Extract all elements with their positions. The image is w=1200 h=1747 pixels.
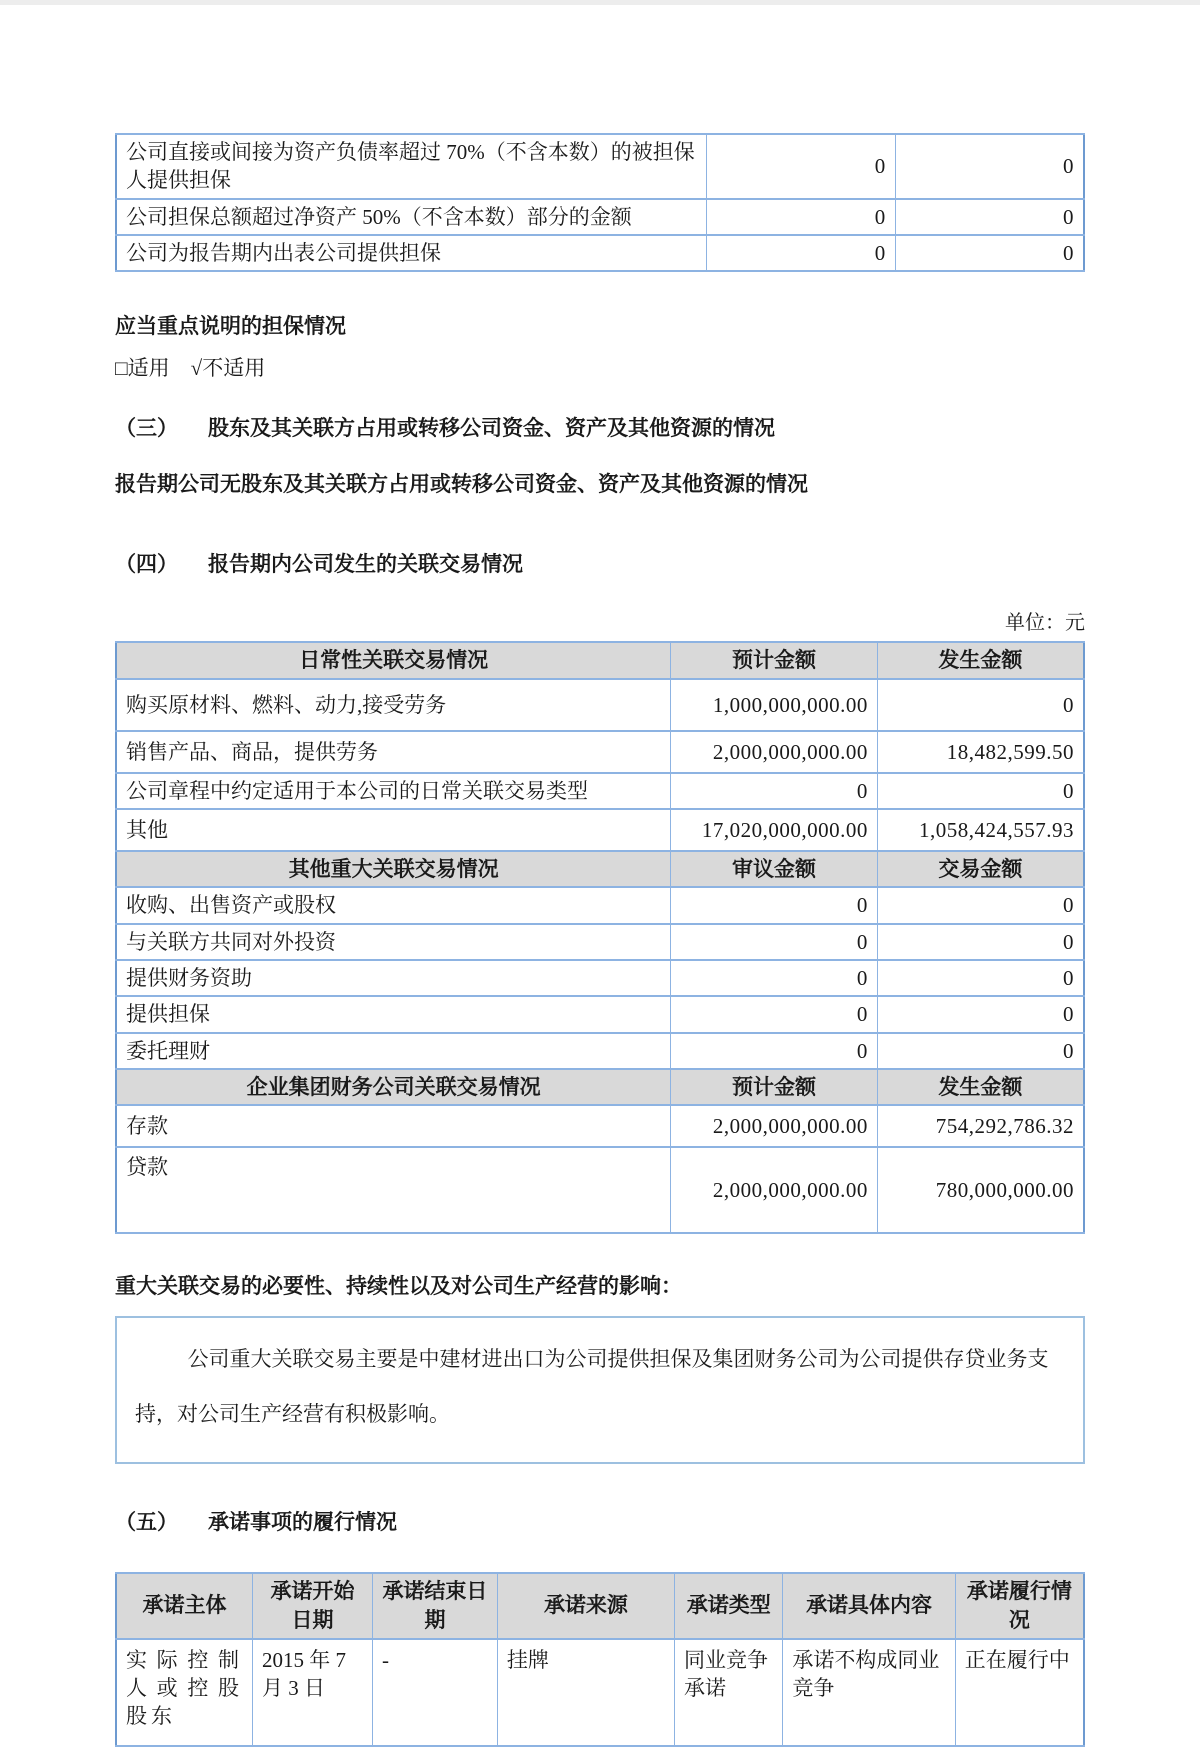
amount-cell: 1,058,424,557.93 <box>877 809 1084 851</box>
header-cell: 承诺结束日期 <box>373 1573 498 1639</box>
table-row <box>116 996 1084 1032</box>
guarantee-amount-cell: 0 <box>706 134 895 199</box>
amount-cell: 0 <box>877 960 1084 996</box>
section-number: （三） <box>115 416 178 441</box>
table-row <box>116 924 1084 960</box>
unit-label: 单位：元 <box>1005 612 1085 635</box>
guarantee-row-label: 公司担保总额超过净资产 50%（不含本数）部分的金额 <box>116 199 706 235</box>
amount-cell: 780,000,000.00 <box>877 1147 1084 1233</box>
amount-cell: 0 <box>671 960 878 996</box>
header-cell: 承诺类型 <box>675 1573 783 1639</box>
row-label: 存款 <box>116 1105 671 1147</box>
row-label: 销售产品、商品，提供劳务 <box>116 731 671 773</box>
impact-note-box <box>115 1316 1085 1463</box>
group-header-cell: 审议金额 <box>671 851 878 887</box>
amount-cell: 754,292,786.32 <box>877 1105 1084 1147</box>
group-header-cell: 发生金额 <box>877 1069 1084 1105</box>
amount-cell: 0 <box>877 679 1084 731</box>
group-header-cell: 预计金额 <box>671 1069 878 1105</box>
group-header-cell: 企业集团财务公司关联交易情况 <box>116 1069 671 1105</box>
highlight-guarantee-title: 应当重点说明的担保情况 <box>115 314 346 339</box>
header-cell: 承诺履行情况 <box>955 1573 1084 1639</box>
amount-cell: 0 <box>877 887 1084 923</box>
table-row <box>116 809 1084 851</box>
table-row <box>116 887 1084 923</box>
amount-cell: 2,000,000,000.00 <box>671 731 878 773</box>
row-label: 购买原材料、燃料、动力,接受劳务 <box>116 679 671 731</box>
table-group-header <box>116 642 1084 678</box>
row-label: 委托理财 <box>116 1033 671 1069</box>
amount-cell: 0 <box>671 924 878 960</box>
section-3-body: 报告期公司无股东及其关联方占用或转移公司资金、资产及其他资源的情况 <box>115 472 808 497</box>
amount-cell: 1,000,000,000.00 <box>671 679 878 731</box>
table-row <box>116 731 1084 773</box>
page-top-edge <box>0 0 1200 5</box>
section-number: （四） <box>115 552 178 577</box>
applicability-line: □适用 √不适用 <box>115 356 266 381</box>
section-title: 股东及其关联方占用或转移公司资金、资产及其他资源的情况 <box>208 416 775 441</box>
commitment-content-cell: 承诺不构成同业竞争 <box>783 1639 955 1746</box>
commitments-table-wrap <box>115 1572 1085 1747</box>
table-row <box>116 1105 1084 1147</box>
section-title: 报告期内公司发生的关联交易情况 <box>208 552 523 577</box>
commitment-source-cell: 挂牌 <box>497 1639 674 1746</box>
amount-cell: 0 <box>877 924 1084 960</box>
group-header-cell: 日常性关联交易情况 <box>116 642 671 678</box>
group-header-cell: 其他重大关联交易情况 <box>116 851 671 887</box>
table-row <box>116 1639 1084 1746</box>
table-row <box>116 134 1084 199</box>
table-row <box>116 960 1084 996</box>
row-label: 提供担保 <box>116 996 671 1032</box>
commitment-type-cell: 同业竞争承诺 <box>675 1639 783 1746</box>
amount-cell: 0 <box>671 887 878 923</box>
guarantee-amount-cell: 0 <box>895 134 1084 199</box>
table-group-header <box>116 1069 1084 1105</box>
commitment-subject-cell: 实际控制人或控股股东 <box>116 1639 252 1746</box>
amount-cell: 17,020,000,000.00 <box>671 809 878 851</box>
section-number: （五） <box>115 1509 178 1534</box>
row-label: 贷款 <box>116 1147 671 1233</box>
commitment-status-cell: 正在履行中 <box>955 1639 1084 1746</box>
group-header-cell: 交易金额 <box>877 851 1084 887</box>
table-row <box>116 679 1084 731</box>
table-row <box>116 773 1084 809</box>
guarantee-amount-cell: 0 <box>895 235 1084 271</box>
section-title: 承诺事项的履行情况 <box>208 1509 397 1534</box>
amount-cell: 0 <box>877 996 1084 1032</box>
guarantee-amount-cell: 0 <box>895 199 1084 235</box>
amount-cell: 2,000,000,000.00 <box>671 1147 878 1233</box>
row-label: 提供财务资助 <box>116 960 671 996</box>
amount-cell: 0 <box>671 1033 878 1069</box>
section-heading-4 <box>115 548 1085 578</box>
group-header-cell: 发生金额 <box>877 642 1084 678</box>
commitment-end-cell: - <box>373 1639 498 1746</box>
commitments-table <box>115 1572 1085 1747</box>
related-transactions-table <box>115 641 1085 1234</box>
table-group-header <box>116 851 1084 887</box>
header-cell: 承诺来源 <box>497 1573 674 1639</box>
impact-body: 公司重大关联交易主要是中建材进出口为公司提供担保及集团财务公司为公司提供存贷业务支持，对公司生产经营有积极影响。 <box>135 1347 1049 1427</box>
commitment-start-cell: 2015 年 7 月 3 日 <box>252 1639 372 1746</box>
row-label: 其他 <box>116 809 671 851</box>
table-row <box>116 199 1084 235</box>
table-row <box>116 1033 1084 1069</box>
section-heading-3 <box>115 412 1085 442</box>
group-header-cell: 预计金额 <box>671 642 878 678</box>
amount-cell: 18,482,599.50 <box>877 731 1084 773</box>
header-cell: 承诺具体内容 <box>783 1573 955 1639</box>
guarantee-amount-cell: 0 <box>706 235 895 271</box>
guarantee-row-label: 公司直接或间接为资产负债率超过 70%（不含本数）的被担保人提供担保 <box>116 134 706 199</box>
table-row <box>116 1147 1084 1233</box>
table-row <box>116 235 1084 271</box>
table-header-row <box>116 1573 1084 1639</box>
amount-cell: 0 <box>877 773 1084 809</box>
row-label: 公司章程中约定适用于本公司的日常关联交易类型 <box>116 773 671 809</box>
amount-cell: 2,000,000,000.00 <box>671 1105 878 1147</box>
guarantee-row-label: 公司为报告期内出表公司提供担保 <box>116 235 706 271</box>
guarantee-table <box>115 133 1085 272</box>
section-heading-5 <box>115 1506 1085 1536</box>
header-cell: 承诺主体 <box>116 1573 252 1639</box>
impact-title: 重大关联交易的必要性、持续性以及对公司生产经营的影响： <box>115 1274 682 1299</box>
row-label: 收购、出售资产或股权 <box>116 887 671 923</box>
amount-cell: 0 <box>671 773 878 809</box>
amount-cell: 0 <box>877 1033 1084 1069</box>
header-cell: 承诺开始日期 <box>252 1573 372 1639</box>
row-label: 与关联方共同对外投资 <box>116 924 671 960</box>
amount-cell: 0 <box>671 996 878 1032</box>
guarantee-amount-cell: 0 <box>706 199 895 235</box>
